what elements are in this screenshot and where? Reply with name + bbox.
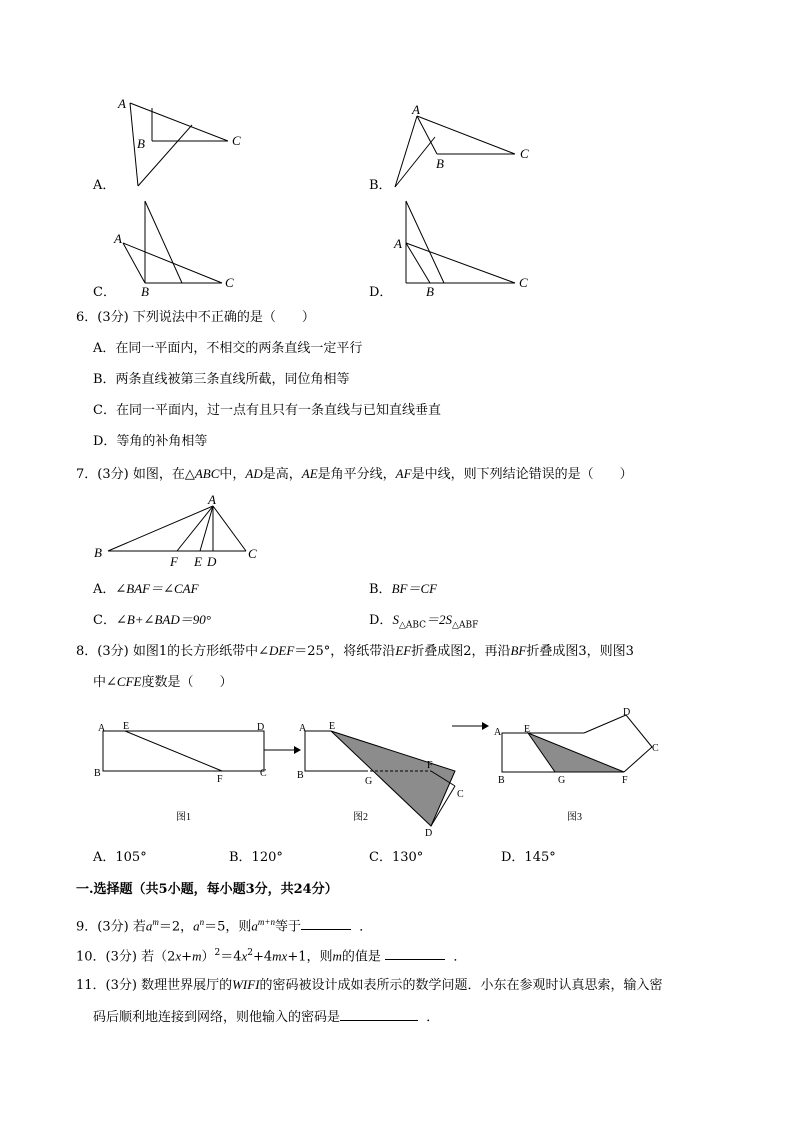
- option-d-label: D．: [369, 285, 393, 300]
- point-d-label: D: [207, 554, 217, 569]
- point-c-label: C: [260, 768, 267, 779]
- figure-3-caption: 图3: [567, 812, 582, 823]
- option-c-label: C．: [93, 285, 116, 300]
- point-d-label: D: [623, 707, 631, 718]
- point-e-label: E: [524, 724, 531, 735]
- q8-figure-1: [90, 718, 280, 828]
- point-c-label: C: [225, 275, 234, 290]
- q6-stem: 6．(3分) 下列说法中不正确的是（ ）: [76, 310, 315, 325]
- point-a-label: A: [118, 96, 126, 111]
- q6-option-a: A．在同一平面内，不相交的两条直线一定平行: [93, 341, 363, 356]
- q8-stem-line2: 中∠CFE度数是（ ）: [93, 674, 233, 690]
- point-d-label: D: [425, 828, 433, 839]
- point-b-label: B: [137, 136, 145, 151]
- point-f-label: F: [622, 775, 628, 786]
- q8-option-b: B．120°: [229, 850, 283, 865]
- section-header: 一.选择题（共5小题，每小题3分，共24分）: [76, 882, 338, 897]
- q5-figure-b: [390, 100, 550, 195]
- q7-option-a: A．∠BAF＝∠CAF: [93, 581, 199, 597]
- q6-option-d: D．等角的补角相等: [93, 434, 208, 449]
- point-g-label: G: [558, 775, 566, 786]
- q8-option-a: A．105°: [93, 850, 147, 865]
- point-b-label: B: [94, 545, 102, 560]
- point-c-label: C: [457, 789, 464, 800]
- q7-option-d: D．$S_{\triangle ABC}=2S_{\triangle ABF}$: [369, 612, 479, 631]
- point-f-label: F: [170, 554, 178, 569]
- point-d-label: D: [257, 722, 265, 733]
- point-a-label: A: [494, 727, 502, 738]
- q9-stem: 9．(3分) 若$a^m=2$，$a^n=5$，则$a^{m+n}$等于 ．: [76, 917, 373, 935]
- q6-option-c: C．在同一平面内，过一点有且只有一条直线与已知直线垂直: [93, 403, 441, 418]
- q8-figure-2: [295, 718, 475, 840]
- point-b-label: B: [436, 156, 444, 171]
- q8-stem-line1: 8．(3分) 如图1的长方形纸带中∠DEF＝25°，将纸带沿EF折叠成图2，再沿BF折叠成图3，则图3: [76, 643, 634, 659]
- q5-figure-a: [110, 92, 260, 192]
- point-a-label: A: [299, 723, 307, 734]
- figure-2-caption: 图2: [353, 812, 368, 823]
- q8-figure-3: [492, 705, 672, 825]
- point-b-label: B: [94, 768, 101, 779]
- q5-figure-d: [390, 195, 550, 300]
- point-c-label: C: [232, 133, 241, 148]
- q6-option-b: B．两条直线被第三条直线所截，同位角相等: [93, 372, 350, 387]
- point-a-label: A: [114, 231, 122, 246]
- point-b-label: B: [297, 770, 304, 781]
- point-a-label: A: [208, 492, 216, 507]
- point-a-label: A: [98, 723, 106, 734]
- point-c-label: C: [519, 275, 528, 290]
- option-b-label: B．: [369, 178, 392, 193]
- point-e-label: E: [123, 721, 130, 732]
- point-a-label: A: [412, 102, 420, 117]
- figure-1-caption: 图1: [176, 812, 191, 823]
- q11-stem-line1: 11．(3分) 数理世界展厅的WIFI的密码被设计成如表所示的数学问题．小东在参观时认真思索，输入密: [76, 977, 663, 993]
- q7-option-b: B．BF＝CF: [369, 581, 438, 597]
- point-e-label: E: [329, 721, 336, 732]
- point-b-label: B: [498, 775, 505, 786]
- q8-option-d: D．145°: [501, 850, 556, 865]
- point-b-label: B: [426, 284, 434, 299]
- q11-stem-line2: 码后顺利地连接到网络，则他输入的密码是 ．: [93, 1010, 440, 1025]
- q7-triangle-figure: [90, 492, 270, 572]
- point-c-label: C: [248, 546, 257, 561]
- q7-option-c: C．∠B+∠BAD＝90°: [93, 612, 211, 628]
- q10-answer-blank[interactable]: [385, 947, 445, 960]
- q7-stem: 7．(3分) 如图，在△ABC中，AD是高，AE是角平分线，AF是中线，则下列结论错误的是（ ）: [76, 466, 633, 482]
- point-b-label: B: [141, 284, 149, 299]
- point-e-label: E: [194, 554, 202, 569]
- q11-answer-blank[interactable]: [340, 1008, 418, 1021]
- point-g-label: G: [365, 776, 373, 787]
- point-a-label: A: [394, 236, 402, 251]
- arrow-right-icon: [450, 719, 490, 733]
- q9-answer-blank[interactable]: [301, 917, 351, 930]
- point-c-label: C: [652, 743, 659, 754]
- q8-option-c: C．130°: [369, 850, 424, 865]
- point-c-label: C: [520, 146, 529, 161]
- point-f-label: F: [217, 774, 223, 785]
- option-a-label: A．: [93, 178, 116, 193]
- q5-figure-c: [110, 195, 260, 300]
- q10-stem: 10．(3分) 若$(2x+m)^2=4x^2+4mx+1$，则m的值是 ．: [76, 948, 467, 965]
- point-f-label: F: [427, 760, 433, 771]
